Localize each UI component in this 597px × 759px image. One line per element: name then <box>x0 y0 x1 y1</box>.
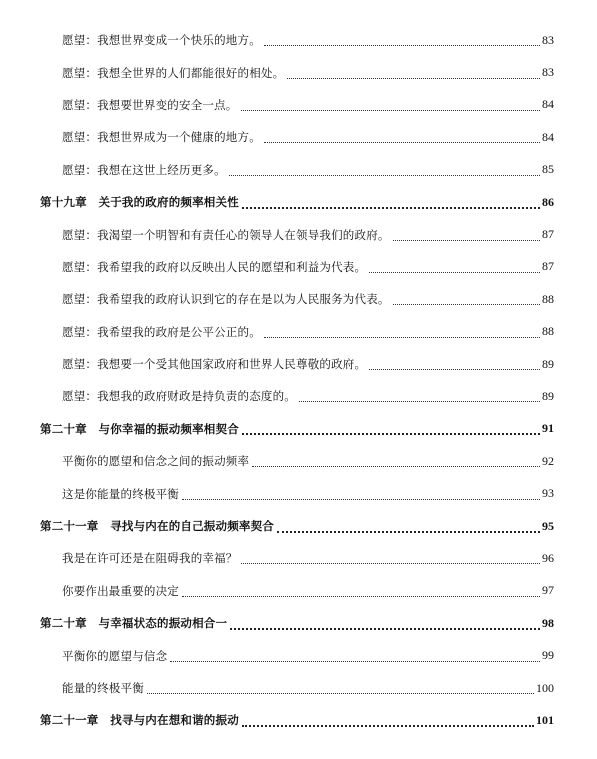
toc-entry-page-number: 84 <box>542 97 554 112</box>
toc-entry-title: 愿望：我希望我的政府认识到它的存在是以为人民服务为代表。 <box>62 292 390 307</box>
toc-entry-page-number: 83 <box>542 65 554 80</box>
toc-entry-title: 愿望：我想全世界的人们都能很好的相处。 <box>62 65 285 80</box>
toc-entry-page-number: 83 <box>542 32 554 47</box>
toc-entry-page-number: 89 <box>542 356 554 371</box>
toc-entry-page-number: 92 <box>542 453 554 468</box>
dot-leader <box>241 109 541 111</box>
toc-entry-page-number: 86 <box>542 194 554 209</box>
dot-leader <box>369 271 540 273</box>
dot-leader <box>393 239 540 241</box>
dot-leader <box>264 336 540 338</box>
dot-leader <box>264 44 540 46</box>
toc-entry-page-number: 95 <box>542 518 554 533</box>
toc-entry[interactable] <box>0 154 597 186</box>
dot-leader <box>230 627 540 630</box>
toc-entry[interactable] <box>0 542 597 574</box>
dot-leader <box>229 174 540 176</box>
toc-entry-page-number: 98 <box>542 615 554 630</box>
dot-leader <box>393 303 540 305</box>
dot-leader <box>242 432 540 435</box>
toc-entry-title: 第二十章 与你幸福的振动频率相契合 <box>40 421 239 436</box>
dot-leader <box>287 77 540 79</box>
toc-entry-page-number: 85 <box>542 162 554 177</box>
toc-entry[interactable] <box>0 672 597 704</box>
toc-entry-page-number: 84 <box>542 129 554 144</box>
toc-entry[interactable] <box>0 24 597 56</box>
toc-entry[interactable] <box>0 639 597 671</box>
toc-entry-page-number: 101 <box>536 712 554 727</box>
toc-entry-title: 第十九章 关于我的政府的频率相关性 <box>40 195 239 210</box>
toc-entry-title: 愿望：我希望我的政府是公平公正的。 <box>62 324 261 339</box>
toc-entry-title: 愿望：我想要世界变的安全一点。 <box>62 97 238 112</box>
toc-entry-title: 能量的终极平衡 <box>62 681 144 695</box>
toc-chapter-entry[interactable] <box>0 413 597 445</box>
toc-entry-title: 愿望：我希望我的政府以反映出人民的愿望和利益为代表。 <box>62 259 367 274</box>
toc-entry-page-number: 87 <box>542 259 554 274</box>
toc-entry[interactable] <box>0 251 597 283</box>
toc-entry[interactable] <box>0 445 597 477</box>
toc-entry[interactable] <box>0 380 597 412</box>
toc-entry-title: 愿望：我想世界变成一个快乐的地方。 <box>62 33 261 48</box>
toc-entry-title: 愿望：我想我的政府财政是持负责的态度的。 <box>62 389 296 404</box>
toc-entry[interactable] <box>0 121 597 153</box>
dot-leader <box>170 660 540 662</box>
toc-entry-title: 第二十一章 寻找与内在的自己振动频率契合 <box>40 519 274 534</box>
dot-leader <box>182 595 540 597</box>
dot-leader <box>242 206 540 209</box>
toc-entry-title: 第二十一章 找寻与内在想和谐的振动 <box>40 713 239 728</box>
toc-entry-page-number: 97 <box>542 583 554 598</box>
toc-entry-page-number: 96 <box>542 550 554 565</box>
toc-chapter-entry[interactable] <box>0 607 597 639</box>
dot-leader <box>147 692 534 694</box>
toc-entry[interactable] <box>0 477 597 509</box>
table-of-contents <box>0 24 597 737</box>
toc-entry-page-number: 88 <box>542 324 554 339</box>
toc-entry[interactable] <box>0 56 597 88</box>
toc-entry-page-number: 93 <box>542 486 554 501</box>
dot-leader <box>182 498 540 500</box>
dot-leader <box>299 400 540 402</box>
toc-entry-title: 愿望：我想世界成为一个健康的地方。 <box>62 130 261 145</box>
toc-entry-title: 平衡你的愿望与信念 <box>62 648 168 663</box>
dot-leader <box>252 465 540 467</box>
toc-entry-title: 第二十章 与幸福状态的振动相合一 <box>40 616 228 631</box>
toc-entry-page-number: 91 <box>542 421 554 436</box>
dot-leader <box>264 141 540 143</box>
toc-chapter-entry[interactable] <box>0 186 597 218</box>
toc-entry-title: 这是你能量的终极平衡 <box>62 486 179 501</box>
toc-entry-title: 平衡你的愿望和信念之间的振动频率 <box>62 454 250 469</box>
toc-entry[interactable] <box>0 316 597 348</box>
toc-entry-title: 我是在许可还是在阻碍我的幸福？ <box>62 551 238 566</box>
toc-entry-title: 愿望：我想要一个受其他国家政府和世界人民尊敬的政府。 <box>62 357 367 372</box>
toc-chapter-entry[interactable] <box>0 510 597 542</box>
dot-leader <box>277 530 540 533</box>
dot-leader <box>369 368 540 370</box>
toc-entry[interactable] <box>0 575 597 607</box>
toc-entry-title: 愿望：我渴望一个明智和有责任心的领导人在领导我们的政府。 <box>62 227 390 242</box>
toc-entry[interactable] <box>0 348 597 380</box>
toc-entry-page-number: 89 <box>542 388 554 403</box>
toc-entry[interactable] <box>0 89 597 121</box>
toc-chapter-entry[interactable] <box>0 704 597 736</box>
dot-leader <box>242 724 534 727</box>
toc-entry-page-number: 99 <box>542 648 554 663</box>
toc-entry-page-number: 100 <box>536 680 554 695</box>
toc-entry[interactable] <box>0 283 597 315</box>
toc-entry-page-number: 88 <box>542 291 554 306</box>
toc-entry-title: 愿望：我想在这世上经历更多。 <box>62 162 226 177</box>
toc-entry[interactable] <box>0 218 597 250</box>
toc-entry-page-number: 87 <box>542 227 554 242</box>
dot-leader <box>241 562 541 564</box>
toc-entry-title: 你要作出最重要的决定 <box>62 583 179 598</box>
